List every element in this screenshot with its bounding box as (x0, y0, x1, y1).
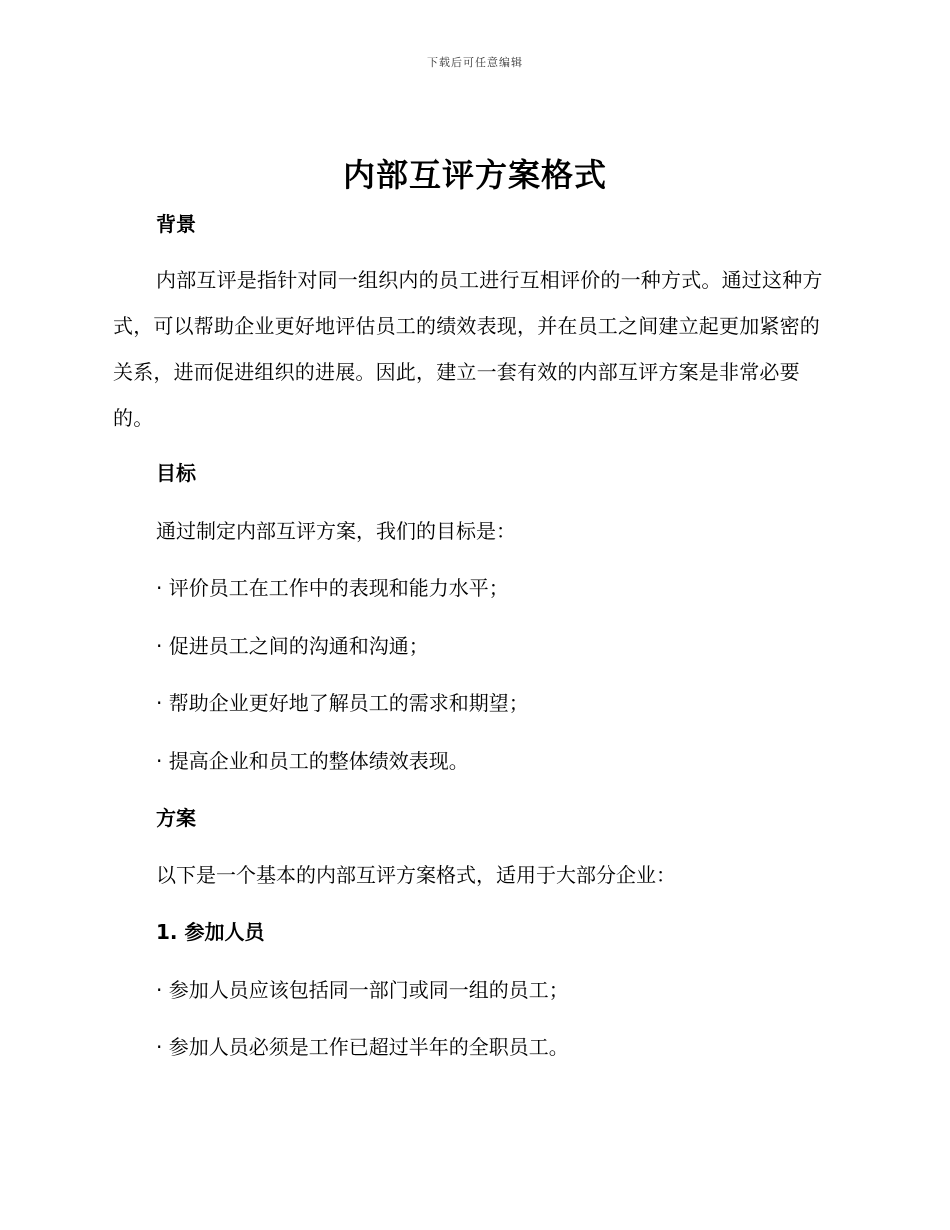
participants-list-item: · 参加人员必须是工作已超过半年的全职员工。 (156, 1035, 569, 1059)
goals-list-item: · 帮助企业更好地了解员工的需求和期望； (156, 691, 529, 715)
plan-intro: 以下是一个基本的内部互评方案格式，适用于大部分企业： (156, 863, 676, 887)
section-heading-goals: 目标 (156, 461, 196, 485)
section-heading-plan: 方案 (156, 806, 196, 830)
header-note: 下载后可任意编辑 (427, 56, 523, 69)
plan-subheading-participants: 1. 参加人员 (156, 920, 265, 944)
goals-intro: 通过制定内部互评方案，我们的目标是： (156, 519, 516, 543)
section-heading-background: 背景 (156, 212, 196, 236)
goals-list-item: · 促进员工之间的沟通和沟通； (156, 634, 429, 658)
background-paragraph: 内部互评是指针对同一组织内的员工进行互相评价的一种方式。通过这种方式，可以帮助企业更好地评估员工的绩效表现，并在员工之间建立起更加紧密的关系，进而促进组织的进展。因此，建立一套有效的内部互评方案是非常必要的。 (113, 268, 823, 430)
participants-list-item: · 参加人员应该包括同一部门或同一组的员工； (156, 978, 569, 1002)
document-title: 内部互评方案格式 (342, 156, 607, 194)
goals-list-item: · 评价员工在工作中的表现和能力水平； (156, 576, 509, 600)
goals-list-item: · 提高企业和员工的整体绩效表现。 (156, 749, 469, 773)
